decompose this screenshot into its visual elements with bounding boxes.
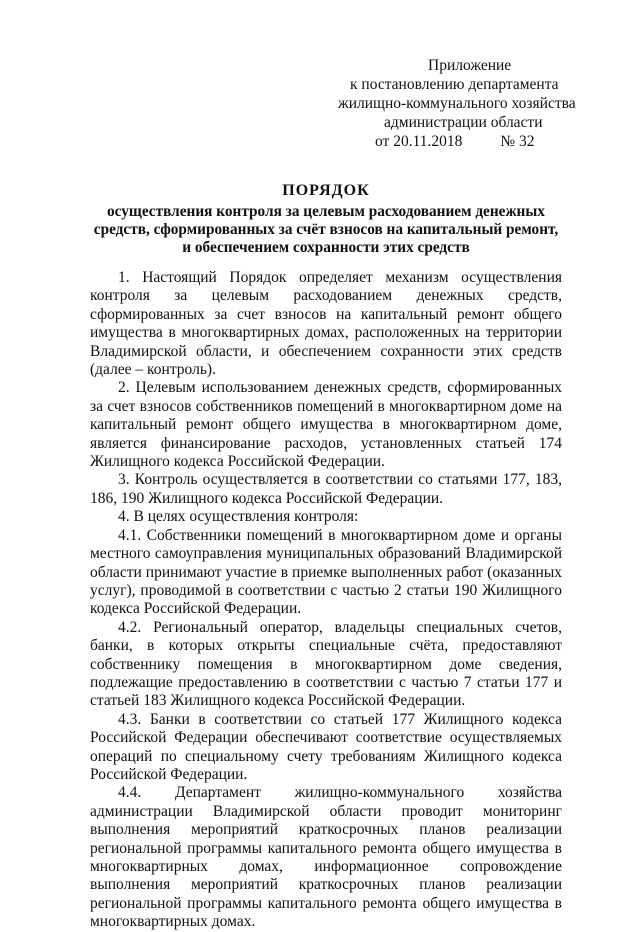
document-subtitle: осуществления контроля за целевым расходованием денежных средств, сформированных за счёт взносов на капитальный ремонт, и обеспечением сохранности этих средств	[93, 203, 559, 256]
paragraph: 4.3. Банки в соответствии со статьей 177 Жилищного кодекса Российской Федерации обеспечивают соответствие осуществляемых операций по специальному счету требованиям Жилищного кодекса Российской Федерации.	[90, 710, 562, 783]
annex-number: № 32	[500, 133, 535, 150]
annex-line: администрации области	[384, 114, 543, 131]
annex-header	[330, 56, 600, 151]
paragraph: 4.4. Департамент жилищно-коммунального хозяйства администрации Владимирской области проводит мониторинг выполнения мероприятий краткосрочных планов реализации региональной программы капитального ремонта общего имущества в многоквартирных домах, информационное сопровождение выполнения мероприятий краткосрочных планов реализации региональной программы капитального ремонта общего имущества в многоквартирных домах.	[90, 784, 562, 931]
paragraph: 4. В целях осуществления контроля:	[118, 508, 359, 526]
paragraph: 4.1. Собственники помещений в многоквартирном доме и органы местного самоуправления муниципальных образований Владимирской области принимают участие в приемке выполненных работ (оказанных услуг), проводимой в соответствии с частью 2 статьи 190 Жилищного кодекса Российской Федерации.	[90, 526, 562, 618]
annex-line: к постановлению департамента	[350, 76, 559, 93]
paragraph: 1. Настоящий Порядок определяет механизм осуществления контроля за целевым расходованием денежных средств, сформированных за счет взносов на капитальный ремонт общего имущества в многоквартирных домах, расположенных на территории Владимирской области, и обеспечением сохранности этих средств (далее – контроль).	[90, 269, 562, 379]
paragraph: 3. Контроль осуществляется в соответствии со статьями 177, 183, 186, 190 Жилищного кодекса Российской Федерации.	[90, 471, 562, 507]
annex-line: жилищно-коммунального хозяйства	[338, 95, 576, 112]
annex-date-line	[330, 132, 600, 151]
annex-date: от 20.11.2018	[375, 133, 463, 150]
document-title: ПОРЯДОК	[282, 182, 370, 199]
paragraph: 2. Целевым использованием денежных средств, сформированных за счет взносов собственников помещений в многоквартирном доме на капитальный ремонт общего имущества в многоквартирном доме, является финансирование расходов, установленных статьей 174 Жилищного кодекса Российской Федерации.	[90, 379, 562, 471]
paragraph: 4.2. Региональный оператор, владельцы специальных счетов, банки, в которых открыты специальные счёта, предоставляют собственнику помещения в многоквартирном доме сведения, подлежащие предоставлению в соответствии с частью 7 статьи 177 и статьей 183 Жилищного кодекса Российской Федерации.	[90, 618, 562, 710]
document-body	[90, 269, 562, 932]
annex-line: Приложение	[428, 57, 512, 74]
